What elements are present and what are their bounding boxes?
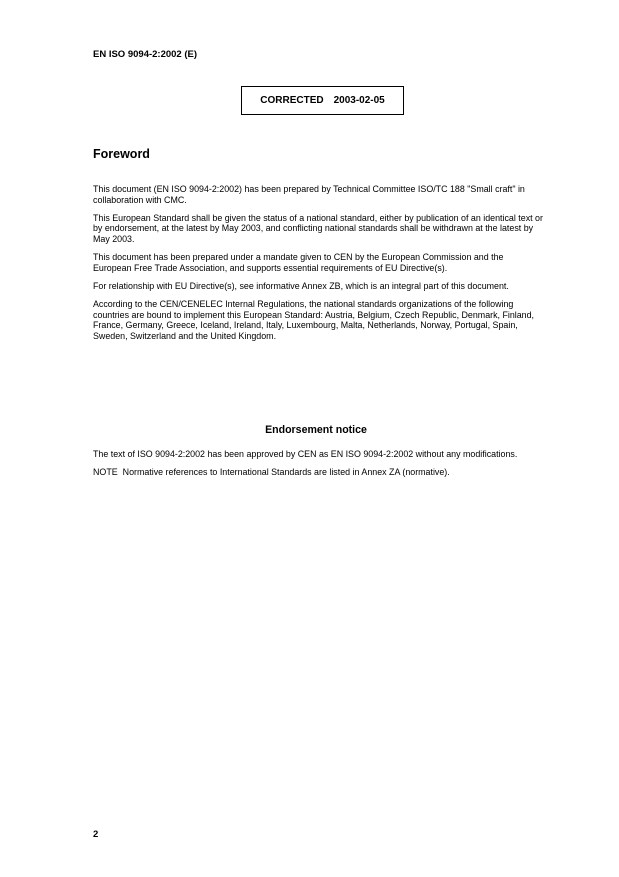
- endorsement-note: [93, 467, 543, 478]
- correction-date: 2003-02-05: [333, 95, 385, 106]
- note-text: Normative references to International Standards are listed in Annex ZA (normative).: [122, 467, 450, 478]
- endorsement-body: [93, 449, 543, 485]
- foreword-heading: Foreword: [93, 147, 150, 161]
- correction-stamp-box: [241, 86, 404, 115]
- foreword-paragraph: This document has been prepared under a mandate given to CEN by the European Commission and the European Free Trade Association, and supports essential requirements of EU Directive(s).: [93, 252, 504, 273]
- page-number: 2: [93, 829, 99, 840]
- endorsement-heading: Endorsement notice: [265, 424, 367, 436]
- foreword-paragraph: For relationship with EU Directive(s), see informative Annex ZB, which is an integral part of this document.: [93, 280, 509, 291]
- correction-label: CORRECTED: [260, 95, 324, 106]
- foreword-paragraph: According to the CEN/CENELEC Internal Regulations, the national standards organizations of the following countries are bound to implement this European Standard: Austria, Belgium, Czech Republic, Denmark, Finland, France, Germany, Greece, Iceland, Ireland, Italy, Luxembourg, Malta, Netherlands, Norway, Portugal, Spain, Sweden, Switzerland and the United Kingdom.: [93, 299, 535, 341]
- document-id-header: EN ISO 9094-2:2002 (E): [93, 49, 198, 60]
- endorsement-paragraph: The text of ISO 9094-2:2002 has been approved by CEN as EN ISO 9094-2:2002 without any modifications.: [93, 449, 518, 459]
- foreword-body: [93, 184, 543, 349]
- foreword-paragraph: This European Standard shall be given the status of a national standard, either by publication of an identical text or by endorsement, at the latest by May 2003, and conflicting national standards shall be withdrawn at the latest by May 2003.: [93, 212, 543, 244]
- foreword-paragraph: This document (EN ISO 9094-2:2002) has been prepared by Technical Committee ISO/TC 188 "Small craft" in collaboration with CMC.: [93, 184, 525, 205]
- note-label: NOTE: [93, 467, 118, 478]
